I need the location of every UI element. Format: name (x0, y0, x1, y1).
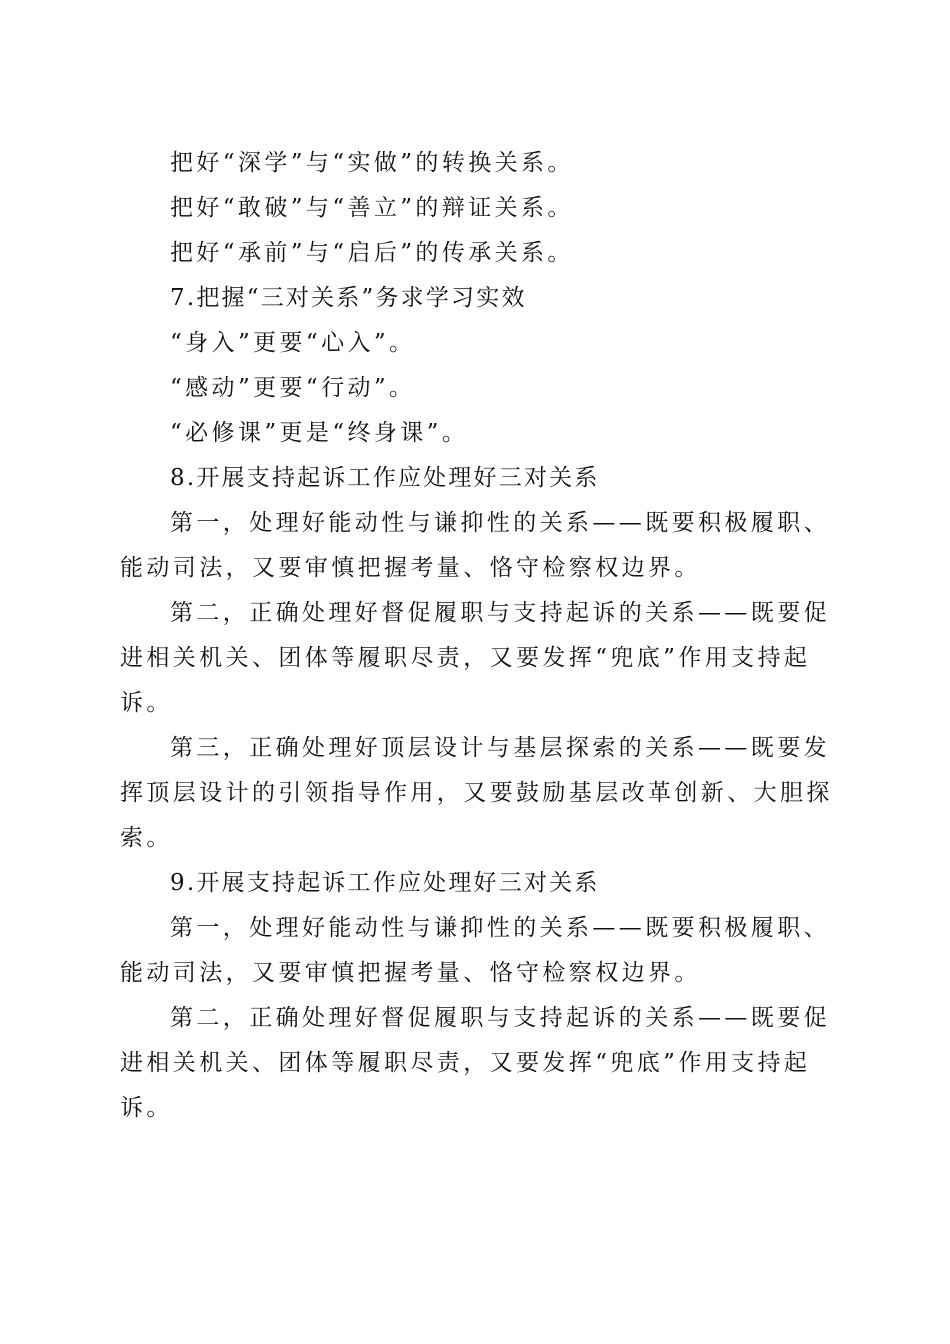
paragraph-line: 第二，正确处理好督促履职与支持起诉的关系——既要促 (170, 1005, 830, 1031)
text-line: “感动”更要“行动”。 (170, 375, 416, 401)
paragraph-line: 第三，正确处理好顶层设计与基层探索的关系——既要发 (170, 735, 830, 761)
text-line: “必修课”更是“终身课”。 (170, 420, 469, 446)
section-heading: 8.开展支持起诉工作应处理好三对关系 (170, 465, 600, 491)
text-line: “身入”更要“心入”。 (170, 330, 416, 356)
paragraph-line: 索。 (120, 825, 173, 851)
paragraph-line: 诉。 (120, 1095, 173, 1121)
paragraph-line: 能动司法，又要审慎把握考量、恪守检察权边界。 (120, 555, 701, 581)
text-line: 把好“深学”与“实做”的转换关系。 (170, 150, 574, 176)
text-line: 把好“承前”与“启后”的传承关系。 (170, 240, 574, 266)
paragraph-line: 诉。 (120, 690, 173, 716)
paragraph-line: 进相关机关、团体等履职尽责，又要发挥“兜底”作用支持起 (120, 645, 811, 671)
paragraph-line: 挥顶层设计的引领指导作用，又要鼓励基层改革创新、大胆探 (120, 780, 833, 806)
text-line: 把好“敢破”与“善立”的辩证关系。 (170, 195, 574, 221)
paragraph-line: 进相关机关、团体等履职尽责，又要发挥“兜底”作用支持起 (120, 1050, 811, 1076)
section-heading: 7.把握“三对关系”务求学习实效 (170, 285, 527, 311)
section-heading: 9.开展支持起诉工作应处理好三对关系 (170, 870, 600, 896)
paragraph-line: 第一，处理好能动性与谦抑性的关系——既要积极履职、 (170, 915, 830, 941)
paragraph-line: 第一，处理好能动性与谦抑性的关系——既要积极履职、 (170, 510, 830, 536)
paragraph-line: 第二，正确处理好督促履职与支持起诉的关系——既要促 (170, 600, 830, 626)
paragraph-line: 能动司法，又要审慎把握考量、恪守检察权边界。 (120, 960, 701, 986)
